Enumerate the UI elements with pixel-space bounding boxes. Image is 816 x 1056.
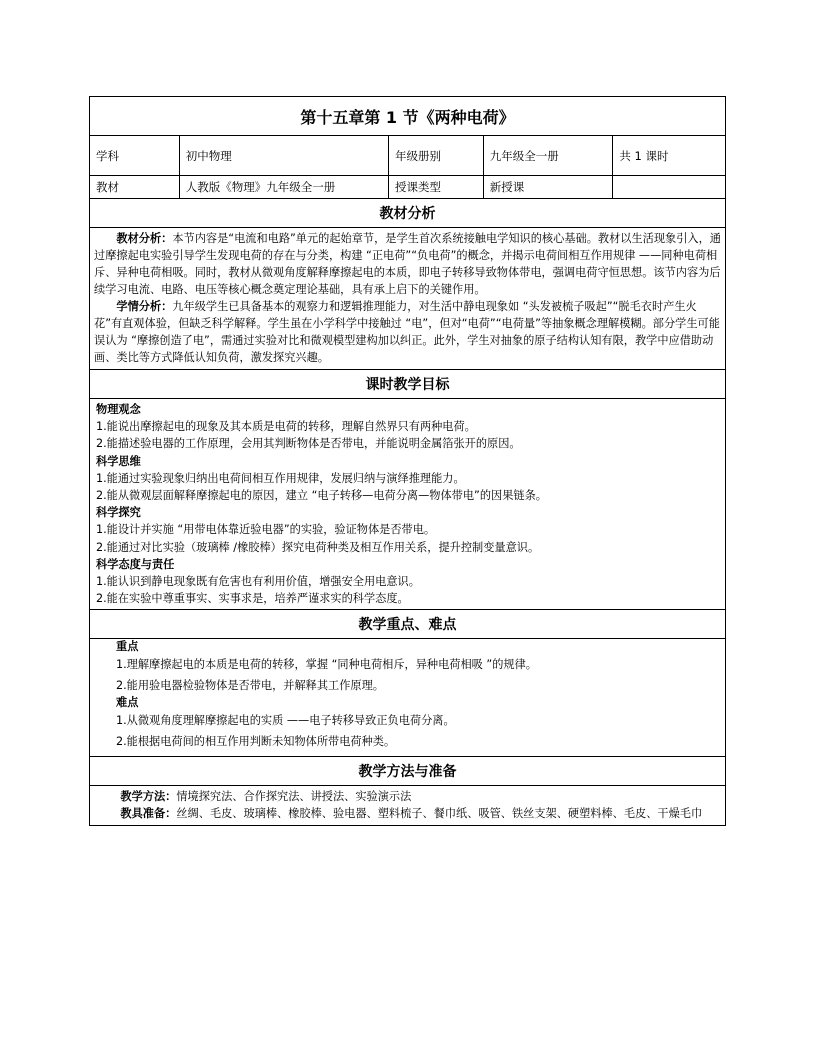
goal-item: 2.能从微观层面解释摩擦起电的原因，建立 “电子转移—电荷分离—物体带电”的因果链条。	[96, 489, 547, 503]
key-point-item: 2.能用验电器检验物体是否带电，并解释其工作原理。	[116, 679, 384, 693]
keypoints-content	[90, 638, 725, 756]
teaching-methods-lead: 教学方法：	[120, 790, 177, 804]
student-analysis-lead: 学情分析：	[116, 300, 173, 313]
section-heading-analysis: 教材分析	[90, 198, 725, 227]
class-hours: 共 1 课时	[612, 136, 725, 175]
goal-category-thinking: 科学思维	[96, 454, 141, 468]
analysis-content	[90, 227, 725, 369]
goal-item: 1.能说出摩擦起电的现象及其本质是电荷的转移，理解自然界只有两种电荷。	[96, 420, 476, 434]
methods-content	[90, 785, 725, 825]
difficult-point-item: 1.从微观角度理解摩擦起电的实质 ——电子转移导致正负电荷分离。	[116, 714, 455, 728]
textbook-analysis-text: 本节内容是“电流和电路”单元的起始章节，是学生首次系统接触电学知识的核心基础。教材以生活现象引入，通过摩擦起电实验引导学生发现电荷的存在与分类，构建 “正电荷”“负电荷”的概念，并揭示电荷间相互作用规律 ——同种电荷相斥、异种电荷相吸。同时，教材从微观角度解释摩擦起电的本质，即电子转移导致物体带电，强调电荷守恒思想。该节内容为后续学习电流、电路、电压等核心概念奠定理论基础，具有承上启下的关键作用。	[94, 232, 721, 296]
key-points-label: 重点	[116, 640, 139, 654]
goal-category-inquiry: 科学探究	[96, 506, 141, 520]
goal-item: 2.能通过对比实验（玻璃棒 /橡胶棒）探究电荷种类及相互作用关系，提升控制变量意识。	[96, 540, 540, 554]
teaching-tools-paragraph	[94, 805, 721, 822]
goal-category-concept: 物理观念	[96, 403, 141, 416]
goal-item: 2.能描述验电器的工作原理，会用其判断物体是否带电，并能说明金属箔张开的原因。	[96, 437, 521, 451]
goal-item: 1.能设计并实施 “用带电体靠近验电器”的实验，验证物体是否带电。	[96, 523, 436, 537]
lesson-type-label: 授课类型	[388, 176, 483, 198]
student-analysis-text: 九年级学生已具备基本的观察力和逻辑推理能力，对生活中静电现象如 “头发被梳子吸起”“脱毛衣时产生火花”有直观体验，但缺乏科学解释。学生虽在小学科学中接触过 “电”，但对“电荷”“电荷量”等抽象概念理解模糊。部分学生可能误认为 “摩擦创造了电”，需通过实验对比和微观模型建构加以纠正。此外，学生对抽象的原子结构认知有限，教学中应借助动画、类比等方式降低认知负荷，激发探究兴趣。	[94, 300, 720, 364]
teaching-tools-lead: 教具准备：	[120, 807, 177, 821]
goal-category-attitude: 科学态度与责任	[96, 557, 175, 571]
student-analysis-paragraph	[90, 298, 725, 366]
goals-content	[90, 398, 725, 609]
empty-cell	[612, 176, 725, 198]
section-heading-methods: 教学方法与准备	[90, 756, 725, 785]
section-heading-keypoints: 教学重点、难点	[90, 609, 725, 638]
textbook-analysis-lead: 教材分析：	[116, 232, 173, 245]
document-title: 第十五章第 1 节《两种电荷》	[300, 107, 515, 127]
difficult-points-label: 难点	[116, 696, 139, 710]
meta-row-textbook	[90, 175, 725, 198]
teaching-methods-text: 情境探究法、合作探究法、讲授法、实验演示法	[176, 790, 412, 804]
goal-item: 2.能在实验中尊重事实、实事求是，培养严谨求实的科学态度。	[96, 592, 409, 606]
meta-row-subject	[90, 135, 725, 175]
textbook-label: 教材	[96, 180, 119, 194]
section-heading-goals: 课时教学目标	[90, 369, 725, 398]
difficult-point-item: 2.能根据电荷间的相互作用判断未知物体所带电荷种类。	[116, 735, 396, 749]
key-point-item: 1.理解摩擦起电的本质是电荷的转移，掌握 “同种电荷相斥，异种电荷相吸 ”的规律。	[116, 658, 537, 672]
goal-item: 1.能通过实验现象归纳出电荷间相互作用规律，发展归纳与演绎推理能力。	[96, 471, 465, 485]
lesson-type-value: 新授课	[483, 176, 613, 198]
goal-item: 1.能认识到静电现象既有危害也有利用价值，增强安全用电意识。	[96, 575, 420, 589]
textbook-analysis-paragraph	[90, 230, 725, 298]
grade-value: 九年级全一册	[483, 136, 613, 175]
subject-value: 初中物理	[179, 136, 388, 175]
teaching-tools-text: 丝绸、毛皮、玻璃棒、橡胶棒、验电器、塑料梳子、餐巾纸、吸管、铁丝支架、硬塑料棒、毛皮、干燥毛巾	[176, 807, 703, 821]
lesson-plan-table	[89, 96, 726, 826]
subject-label: 学科	[96, 148, 119, 163]
textbook-value: 人教版《物理》九年级全一册	[179, 176, 388, 198]
grade-label: 年级册别	[388, 136, 483, 175]
teaching-methods-paragraph	[94, 788, 721, 805]
